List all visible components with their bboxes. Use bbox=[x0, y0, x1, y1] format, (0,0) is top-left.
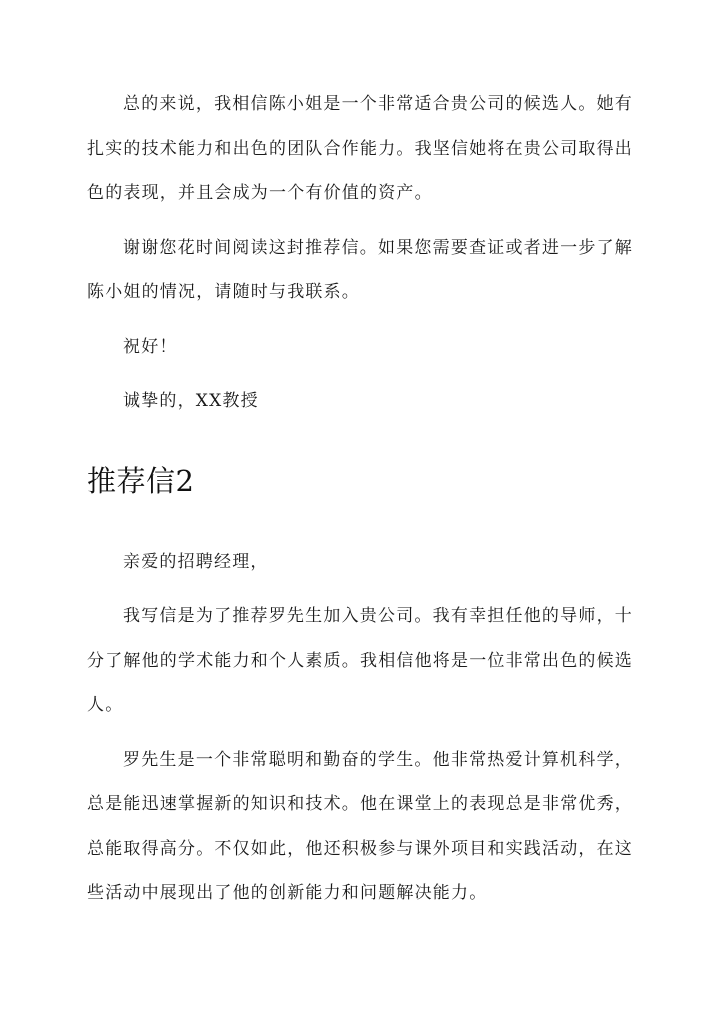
body-paragraph: 罗先生是一个非常聪明和勤奋的学生。他非常热爱计算机科学，总是能迅速掌握新的知识和技术。他在课堂上的表现总是非常优秀，总能取得高分。不仅如此，他还积极参与课外项目和实践活动，在这些活动中展现出了他的创新能力和问题解决能力。 bbox=[87, 749, 633, 903]
signature: 诚挚的，XX教授 bbox=[123, 391, 259, 411]
thanks-paragraph: 谢谢您花时间阅读这封推荐信。如果您需要查证或者进一步了解陈小姐的情况，请随时与我联系。 bbox=[87, 237, 633, 302]
section-heading: 推荐信2 bbox=[87, 463, 195, 498]
closing-paragraph: 总的来说，我相信陈小姐是一个非常适合贵公司的候选人。她有扎实的技术能力和出色的团队合作能力。我坚信她将在贵公司取得出色的表现，并且会成为一个有价值的资产。 bbox=[87, 94, 633, 203]
document-page bbox=[87, 82, 633, 926]
intro-paragraph: 我写信是为了推荐罗先生加入贵公司。我有幸担任他的导师，十分了解他的学术能力和个人素质。我相信他将是一位非常出色的候选人。 bbox=[87, 606, 633, 715]
salutation: 亲爱的招聘经理， bbox=[123, 551, 269, 572]
greeting-closing: 祝好！ bbox=[123, 336, 178, 357]
